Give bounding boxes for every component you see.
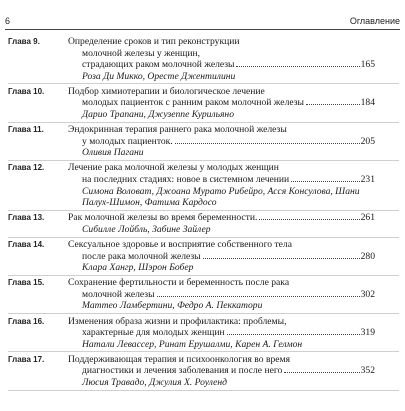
chapter-authors: Роза Ди Микко, Оресте Джентилини xyxy=(82,70,236,82)
chapter-label: Глава 14. xyxy=(8,240,45,249)
page-number: 6 xyxy=(5,16,11,26)
chapter-title-line: Лечение рака молочной железы у молодых женщин xyxy=(68,162,279,174)
chapter-authors: Симона Воловат, Джоана Мурато Рибейро, Асся Консулова, Шани Палух-Шимон, Фатима Кардосо xyxy=(82,185,360,209)
section-title: Оглавление xyxy=(349,16,400,26)
entry-divider xyxy=(8,351,399,352)
chapter-title-line: молочной железы у женщин, xyxy=(82,47,201,59)
chapter-title-line xyxy=(68,97,375,109)
chapter-title-line: Подбор химиотерапии и биологическое лечение xyxy=(68,85,265,97)
entry-divider xyxy=(8,390,399,391)
header-divider xyxy=(5,29,400,30)
chapter-title-text: после рака молочной железы xyxy=(82,250,201,262)
toc-entry[interactable] xyxy=(8,354,375,389)
chapter-title-text: характерные для молодых женщин xyxy=(82,327,225,339)
chapter-body xyxy=(68,212,375,235)
chapter-authors: Натали Левассер, Ринат Ерушалми, Карен А. Гелмон xyxy=(82,338,303,350)
chapter-title-text: страдающих раком молочной железы xyxy=(82,59,235,71)
entry-divider xyxy=(8,313,399,314)
chapter-title-text: молочной железы xyxy=(82,288,155,300)
toc-entry[interactable] xyxy=(8,316,375,351)
chapter-label: Глава 16. xyxy=(8,316,45,326)
page-header xyxy=(5,13,400,29)
leader-dots xyxy=(306,104,360,105)
chapter-authors: Клара Хангр, Шэрон Бобер xyxy=(82,262,194,274)
chapter-authors: Маттео Ламбертини, Федро А. Пеккатори xyxy=(82,300,263,312)
chapter-title-line: Сексуальное здоровье и восприятие собственного тела xyxy=(68,239,292,250)
chapter-authors: Люсия Травадо, Джулия Х. Роуленд xyxy=(82,377,228,389)
entry-divider xyxy=(8,122,399,123)
page-ref[interactable]: 261 xyxy=(360,212,375,224)
entry-divider xyxy=(8,160,399,161)
entry-divider xyxy=(8,237,399,238)
chapter-title-text: диагностики и лечения заболевания и после него xyxy=(82,365,283,377)
chapter-label: Глава 12. xyxy=(8,163,45,173)
toc-entry[interactable] xyxy=(8,124,375,159)
chapter-title-line xyxy=(68,136,375,148)
entry-divider xyxy=(8,275,399,276)
leader-dots xyxy=(203,258,360,259)
chapter-title-text: на последних стадиях: новое в системном лечении xyxy=(82,174,290,186)
chapter-title-text: молодых пациенток с ранним раком молочной железы xyxy=(82,97,304,109)
chapter-body xyxy=(68,316,375,351)
leader-dots xyxy=(157,296,360,297)
chapter-title-line: Поддерживающая терапия и психоонкология во время xyxy=(68,353,291,365)
chapter-authors: Дарио Трапани, Джузеппе Курильяно xyxy=(82,109,234,121)
chapter-label: Глава 9. xyxy=(8,37,40,46)
chapter-title-line: Сохранение фертильности и беременность после рака xyxy=(68,277,290,289)
page-ref[interactable]: 319 xyxy=(360,327,375,339)
chapter-title-line xyxy=(68,174,375,186)
entry-divider xyxy=(8,210,399,211)
table-of-contents xyxy=(8,36,375,392)
chapter-body xyxy=(68,86,375,121)
chapter-title-text: у молодых пациенток. xyxy=(82,135,173,147)
chapter-body xyxy=(68,124,375,159)
chapter-title-line: Изменения образа жизни и профилактика: проблемы, xyxy=(68,315,287,327)
leader-dots xyxy=(175,143,360,144)
leader-dots xyxy=(284,372,359,373)
chapter-label: Глава 10. xyxy=(8,86,45,96)
chapter-title-line xyxy=(68,289,375,301)
chapter-title-line xyxy=(68,251,375,263)
page-ref[interactable]: 280 xyxy=(360,250,375,262)
entry-divider xyxy=(8,83,399,84)
chapter-title-line xyxy=(68,327,375,339)
leader-dots xyxy=(259,219,359,220)
chapter-body xyxy=(68,162,375,208)
chapter-label: Глава 13. xyxy=(8,213,45,223)
leader-dots xyxy=(291,181,359,182)
chapter-body xyxy=(68,239,375,274)
chapter-body xyxy=(68,277,375,312)
toc-entry[interactable] xyxy=(8,162,375,208)
toc-entry[interactable] xyxy=(8,86,375,121)
toc-entry[interactable] xyxy=(8,239,375,274)
leader-dots xyxy=(227,334,360,335)
toc-entry[interactable] xyxy=(8,36,375,82)
chapter-title-line: Определение сроков и тип реконструкции xyxy=(68,36,240,47)
toc-entry[interactable] xyxy=(8,212,375,235)
page-ref[interactable]: 165 xyxy=(360,59,375,71)
chapter-title-text: Рак молочной железы во время беременности. xyxy=(68,212,258,224)
toc-entry[interactable] xyxy=(8,277,375,312)
page-ref[interactable]: 302 xyxy=(360,288,375,300)
chapter-title-line xyxy=(68,212,375,224)
page-ref[interactable]: 184 xyxy=(360,97,375,109)
chapter-authors: Оливия Пагани xyxy=(82,147,144,159)
page-ref[interactable]: 352 xyxy=(360,365,375,377)
chapter-label: Глава 11. xyxy=(8,125,44,135)
chapter-label: Глава 15. xyxy=(8,278,45,288)
chapter-title-line: Эндокринная терапия раннего рака молочной железы xyxy=(68,124,287,136)
chapter-body xyxy=(68,354,375,389)
chapter-authors: Сибилле Лойбль, Забине Зайлер xyxy=(82,223,211,235)
page-ref[interactable]: 205 xyxy=(360,135,375,147)
chapter-title-line xyxy=(68,365,375,377)
chapter-body xyxy=(68,36,375,82)
chapter-title-line xyxy=(68,59,375,71)
chapter-label: Глава 17. xyxy=(8,354,45,364)
leader-dots xyxy=(236,66,359,67)
page-ref[interactable]: 231 xyxy=(360,174,375,186)
